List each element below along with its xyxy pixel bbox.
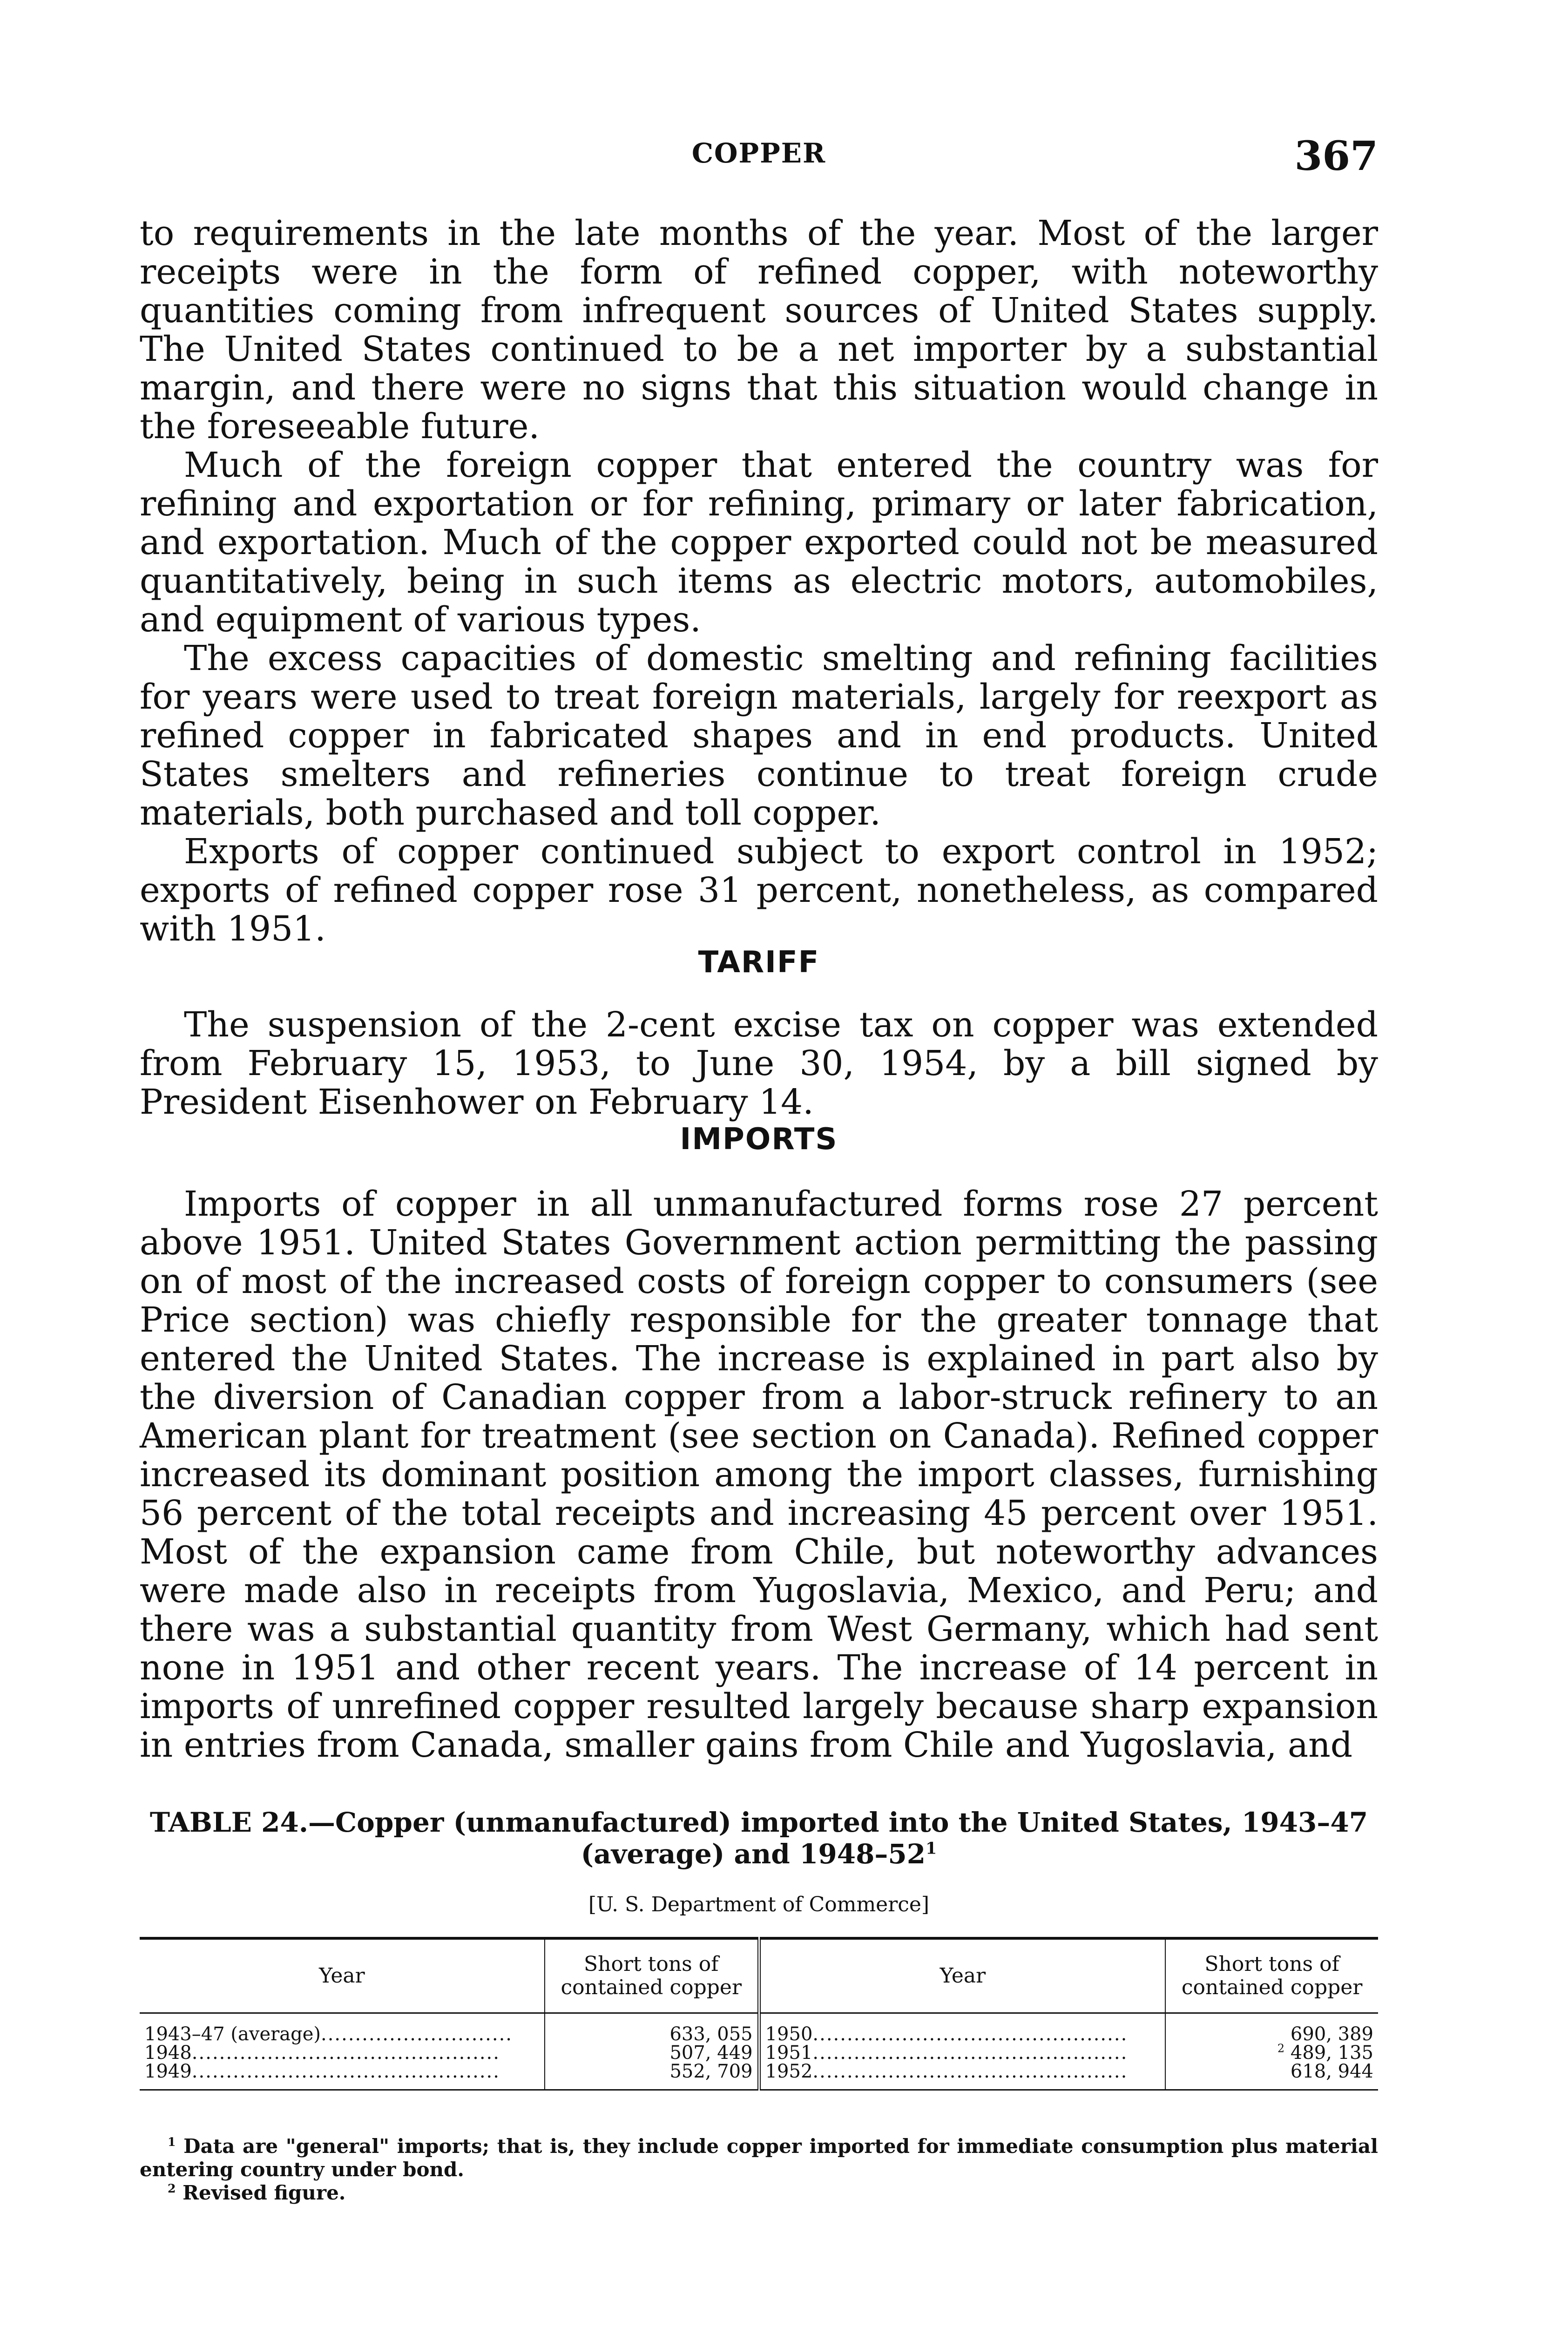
value-cell: 507, 449 [545,2044,759,2062]
year-cell: 1950.............................................. [759,2013,1165,2044]
year-cell: 1952.............................................. [759,2062,1165,2090]
table-source: [U. S. Department of Commerce] [588,1893,930,1916]
year-cell: 1951.............................................. [759,2044,1165,2062]
year-cell: 1949............................................. [140,2062,545,2090]
tariff-paragraph: The suspension of the 2-cent excise tax on copper was extended from February 15, 1953, to June 30, 1954, by a bill signed by President Eisenhower on February 14. [140,1005,1378,1122]
footnote-mark: 2 [168,2181,176,2195]
imports-heading: IMPORTS [680,1122,838,1157]
value-cell: 552, 709 [545,2062,759,2090]
table-caption [140,1807,1378,1870]
table-row [140,2062,1378,2090]
column-header-short-tons: Short tons of contained copper [1165,1938,1378,2013]
imports-section [140,1185,1378,1765]
table-row [140,2013,1378,2044]
table-caption-text: TABLE 24.—Copper (unmanufactured) imported into the United States, 1943–47 (average) and 1948–52 [149,1807,1368,1870]
imports-table [140,1937,1378,2091]
footnotes [140,2135,1378,2205]
year-cell: 1943–47 (average)............................ [144,2023,513,2045]
running-title: COPPER [691,137,826,169]
footnote: $^2$ Revised figure. [168,2181,346,2204]
year-cell: 1948............................................. [144,2042,500,2064]
column-header-short-tons: Short tons of contained copper [545,1938,759,2013]
footnote: $^1$ Data are "general" imports; that is, they include copper imported for immediate consumption plus material entering country under bond. [140,2135,1379,2181]
value-cell: 618, 944 [1165,2062,1378,2090]
page-header [140,133,1378,180]
table-row [140,2044,1378,2062]
footnote-mark: 1 [168,2135,176,2149]
page-number: 367 [1294,133,1378,180]
column-header-year: Year [140,1938,545,2013]
value-cell: 690, 389 [1165,2013,1378,2044]
table-header-row [140,1938,1378,2013]
value-cell: $^2$ 489, 135 [1165,2044,1378,2062]
paragraph: Exports of copper continued subject to export control in 1952; exports of refined copper rose 31 percent, nonetheless, as compared with 1951. [140,832,1378,949]
footnote-mark: 1 [926,1839,937,1858]
value-cell: 633, 055 [545,2013,759,2044]
footnote-mark: 2 [1277,2042,1285,2055]
body-text-top [140,214,1378,948]
tariff-section [140,1006,1378,1122]
paragraph: Much of the foreign copper that entered the country was for refining and exportation or for refining, primary or later fabrication, and exportation. Much of the copper exported could not be measured quantitatively, being in such items as electric motors, automobiles, and equipment of various types. [140,445,1378,640]
paragraph: to requirements in the late months of the year. Most of the larger receipts were in the form of refined copper, with noteworthy quantities coming from infrequent sources of United States supply. The United States continued to be a net importer by a substantial margin, and there were no signs that this situation would change in the foreseeable future. [140,213,1378,447]
paragraph: The excess capacities of domestic smelting and refining facilities for years were used to treat foreign materials, largely for reexport as refined copper in fabricated shapes and in end products. United States smelters and refineries continue to treat foreign crude materials, both purchased and toll copper. [140,638,1378,833]
column-header-year: Year [759,1938,1165,2013]
tariff-heading: TARIFF [698,945,820,980]
imports-paragraph: Imports of copper in all unmanufactured forms rose 27 percent above 1951. United States Government action permitting the passing on of most of the increased costs of foreign copper to consumers (see Price section) was chiefly responsible for the greater tonnage that entered the United States. The increase is explained in part also by the diversion of Canadian copper from a labor-struck refinery to an American plant for treatment (see section on Canada). Refined copper increased its dominant position among the import classes, furnishing 56 percent of the total receipts and increasing 45 percent over 1951. Most of the expansion came from Chile, but noteworthy advances were made also in receipts from Yugoslavia, Mexico, and Peru; and there was a substantial quantity from West Germany, which had sent none in 1951 and other recent years. The increase of 14 percent in imports of unrefined copper resulted largely because sharp expansion in entries from Canada, smaller gains from Chile and Yugoslavia, and [140,1184,1378,1765]
